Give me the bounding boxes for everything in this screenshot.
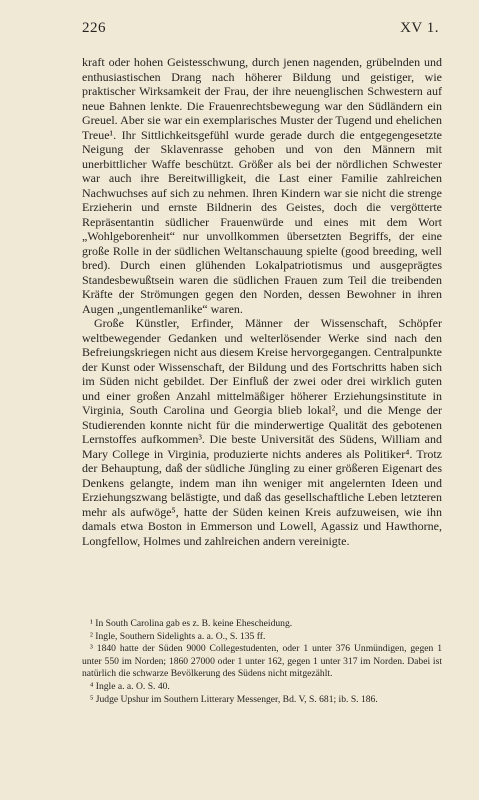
paragraph-2: Große Künstler, Erfinder, Männer der Wissenschaft, Schöpfer weltbewegender Gedanken und welterlösender Werke sind nach den Befreiungskriegen nicht aus diesem Kreise hervorgegangen. Centralpunkte der Kunst oder Wissenschaft, der Bildung und des Fortschritts haben sich im Süden nicht gebildet. Der Einfluß der zwei oder drei wirklich guten und einer großen Anzahl mittelmäßiger höherer Erziehungsinstitute in Virginia, South Carolina und Georgia blieb lokal², und die Menge der Studierenden konnte nicht für die minderwertige Qualität des gebotenen Lernstoffes aufkommen³. Die beste Universität des Südens, William and Mary College in Virginia, produzierte nichts anderes als Politiker⁴. Trotz der Behauptung, daß der südliche Jüngling zu einer größeren Eigenart des Denkens gelangte, indem man ihn weniger mit angelernten Ideen und Erziehungszwang belästigte, und daß das gesellschaftliche Leben letzteren mehr als aufwöge⁵, hatte der Süden keinen Kreis aufzuweisen, wie ihn damals etwa Boston in Emmerson und Lowell, Agassiz und Hawthorne, Longfellow, Holmes und zahlreichen andern vereinigte.	[82, 316, 442, 548]
footnote-1: ¹ In South Carolina gab es z. B. keine Ehescheidung.	[90, 618, 293, 629]
page-number: 226	[82, 20, 106, 36]
footnote-4: ⁴ Ingle a. a. O. S. 40.	[90, 680, 170, 692]
footnotes	[82, 618, 442, 706]
main-text	[82, 55, 442, 548]
footnote-2: ² Ingle, Southern Sidelights a. a. O., S. 135 ff.	[90, 630, 266, 642]
page-header	[82, 20, 439, 37]
footnote-3: ³ 1840 hatte der Süden 9000 Collegestudenten, oder 1 unter 376 Unmündigen, gegen 1 unter 550 im Norden; 1860 27000 oder 1 unter 162, gegen 1 unter 317 im Norden. Dabei ist natürlich die schwarze Bevölkerung des Südens nicht mitgezählt.	[82, 643, 442, 680]
footnote-5: ⁵ Judge Upshur im Southern Litterary Messenger, Bd. V, S. 681; ib. S. 186.	[90, 693, 378, 705]
paragraph-1: kraft oder hohen Geistesschwung, durch jenen nagenden, grübelnden und enthusiastischen Drang nach höherer Bildung und geistiger, wie praktischer Wirksamkeit der Frau, der ihre neuenglischen Schwestern auf neue Bahnen lenkte. Die Frauenrechtsbewegung war den Südländern ein Greuel. Aber sie war ein exemplarisches Muster der Tugend und ehelichen Treue¹. Ihr Sittlichkeitsgefühl wurde gerade durch die entgegengesetzte Neigung der Sklavenrasse gehoben und von den Männern mit unerbittlicher Waffe beschützt. Größer als bei der nördlichen Schwester war auch ihre Bereitwilligkeit, die Last einer Familie zahlreichen Nachwuchses auf sich zu nehmen. Ihren Kindern war sie nicht die strenge Erzieherin und ernste Bildnerin des Geistes, doch die vergötterte Repräsentantin südlicher Frauenwürde und eines mit dem Wort „Wohlgeborenheit“ nur unvollkommen übersetzten Begriffs, der eine große Rolle in der südlichen Weltanschauung spielte (good breeding, well bred). Durch einen glühenden Lokalpatriotismus und ausgeprägtes Standesbewußtsein waren die südlichen Frauen zum Teil die treibenden Kräfte der Strömungen gegen den Norden, dessen Bewohner in ihren Augen „ungentlemanlike“ waren.	[82, 55, 442, 316]
section-number: XV 1.	[400, 20, 439, 36]
